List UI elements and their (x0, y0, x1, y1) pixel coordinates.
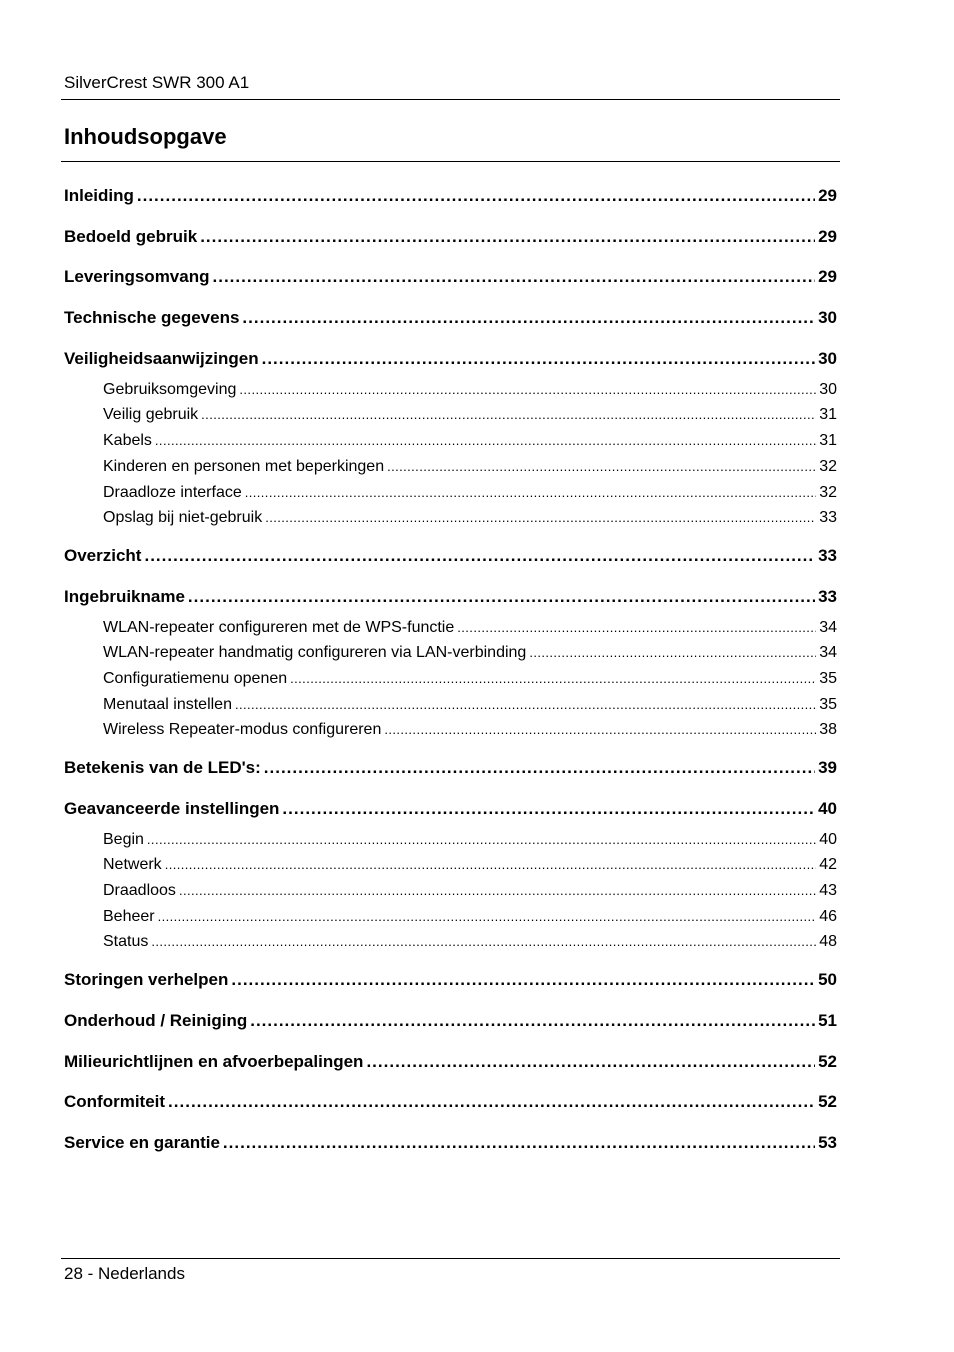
toc-dot-leader (231, 962, 815, 998)
toc-page-number: 29 (818, 267, 837, 287)
toc-page-number: 52 (818, 1092, 837, 1112)
toc-dot-leader (384, 717, 816, 743)
toc-page-number: 29 (818, 226, 837, 246)
toc-entry-title: Kinderen en personen met beperkingen (103, 457, 385, 475)
toc-entry[interactable] (64, 341, 837, 377)
toc-subentry[interactable] (64, 640, 837, 666)
toc-subentry[interactable] (64, 480, 837, 506)
toc-entry-title: Veiligheidsaanwijzingen (64, 348, 259, 368)
toc-subentry[interactable] (64, 615, 837, 641)
toc-subentry[interactable] (64, 454, 837, 480)
toc-dot-leader (290, 666, 816, 692)
toc-entry[interactable] (64, 178, 837, 219)
toc-subentry[interactable] (64, 428, 837, 454)
toc-entry-title: Geavanceerde instellingen (64, 798, 280, 818)
toc-page-number: 33 (818, 586, 837, 606)
toc-page-number: 42 (819, 856, 837, 874)
toc-dot-leader (245, 480, 816, 506)
footer-divider (61, 1258, 840, 1259)
toc-page-number: 30 (818, 348, 837, 368)
toc-dot-leader (151, 929, 816, 955)
toc-page-number: 31 (819, 432, 837, 450)
toc-page-number: 35 (819, 669, 837, 687)
toc-page-number: 50 (818, 970, 837, 990)
toc-entry[interactable] (64, 579, 837, 615)
heading-divider (61, 161, 840, 162)
toc-entry-title: Gebruiksomgeving (103, 380, 237, 398)
toc-entry-title: Opslag bij niet-gebruik (103, 509, 263, 527)
toc-page-number: 30 (819, 380, 837, 398)
toc-dot-leader (250, 1003, 815, 1039)
header-divider (61, 99, 840, 100)
toc-entry-title: Netwerk (103, 856, 162, 874)
toc-dot-leader (529, 640, 816, 666)
toc-dot-leader (242, 300, 815, 336)
document-heading: Inhoudsopgave (64, 124, 227, 149)
toc-page-number: 48 (819, 933, 837, 951)
toc-entry-title: Begin (103, 830, 144, 848)
toc-entry[interactable] (64, 1125, 837, 1166)
toc-dot-leader (239, 377, 816, 403)
toc-entry[interactable] (64, 219, 837, 260)
toc-page-number: 46 (819, 907, 837, 925)
toc-entry-title: Service en garantie (64, 1132, 220, 1152)
page-footer: 28 - Nederlands (64, 1264, 185, 1283)
toc-subentry[interactable] (64, 904, 837, 930)
toc-page-number: 34 (819, 644, 837, 662)
toc-page-number: 52 (818, 1051, 837, 1071)
toc-page-number: 51 (818, 1010, 837, 1030)
toc-page-number: 33 (818, 545, 837, 565)
toc-entry-title: Veilig gebruik (103, 406, 199, 424)
toc-dot-leader (264, 750, 815, 786)
toc-entry[interactable] (64, 259, 837, 300)
toc-page-number: 35 (819, 695, 837, 713)
toc-subentry[interactable] (64, 377, 837, 403)
toc-page-number: 40 (818, 798, 837, 818)
toc-dot-leader (201, 402, 816, 428)
toc-page-number: 40 (819, 830, 837, 848)
toc-entry-title: Onderhoud / Reiniging (64, 1010, 248, 1030)
toc-dot-leader (144, 538, 815, 574)
toc-dot-leader (137, 178, 815, 214)
toc-entry[interactable] (64, 962, 837, 1003)
toc-subentry[interactable] (64, 402, 837, 428)
toc-page-number: 38 (819, 721, 837, 739)
toc-dot-leader (282, 791, 815, 827)
toc-subentry[interactable] (64, 852, 837, 878)
toc-entry[interactable] (64, 1084, 837, 1125)
toc-page-number: 39 (818, 758, 837, 777)
toc-page-number: 30 (818, 308, 837, 328)
toc-entry-title: Storingen verhelpen (64, 970, 229, 990)
toc-dot-leader (457, 615, 816, 641)
toc-subentry[interactable] (64, 505, 837, 538)
toc-subentry[interactable] (64, 929, 837, 962)
toc-entry-title: Kabels (103, 432, 152, 450)
toc-entry[interactable] (64, 1003, 837, 1044)
toc-entry-title: Status (103, 933, 149, 951)
toc-entry-title: Wireless Repeater-modus configureren (103, 721, 382, 739)
toc-dot-leader (265, 505, 816, 531)
toc-entry-title: Bedoeld gebruik (64, 226, 198, 246)
toc-subentry[interactable] (64, 666, 837, 692)
toc-page-number: 32 (819, 457, 837, 475)
table-of-contents (64, 178, 837, 1166)
toc-dot-leader (223, 1125, 815, 1161)
toc-subentry[interactable] (64, 692, 837, 718)
toc-subentry[interactable] (64, 878, 837, 904)
toc-subentry[interactable] (64, 717, 837, 750)
toc-entry-title: Ingebruikname (64, 586, 185, 606)
page-header-title: SilverCrest SWR 300 A1 (64, 73, 250, 92)
toc-subentry[interactable] (64, 827, 837, 853)
toc-entry[interactable] (64, 791, 837, 827)
toc-dot-leader (262, 341, 815, 377)
toc-entry-title: Draadloos (103, 882, 176, 900)
toc-page-number: 34 (819, 618, 837, 636)
toc-entry-title: WLAN-repeater handmatig configureren via LAN-verbinding (103, 644, 527, 662)
toc-dot-leader (200, 219, 815, 255)
toc-page-number: 33 (819, 509, 837, 527)
toc-dot-leader (165, 852, 817, 878)
toc-page-number: 29 (818, 186, 837, 205)
toc-dot-leader (179, 878, 816, 904)
toc-entry[interactable] (64, 750, 837, 791)
toc-dot-leader (147, 827, 816, 853)
toc-entry-title: Conformiteit (64, 1092, 166, 1112)
toc-entry-title: Configuratiemenu openen (103, 669, 288, 687)
toc-entry-title: Betekenis van de LED's: (64, 758, 261, 777)
toc-dot-leader (188, 579, 815, 615)
toc-dot-leader (387, 454, 816, 480)
toc-dot-leader (235, 692, 816, 718)
toc-page-number: 31 (819, 406, 837, 424)
toc-entry[interactable] (64, 538, 837, 579)
toc-entry-title: Milieurichtlijnen en afvoerbepalingen (64, 1051, 364, 1071)
toc-page-number: 32 (819, 483, 837, 501)
toc-dot-leader (158, 904, 817, 930)
toc-entry[interactable] (64, 1044, 837, 1085)
toc-dot-leader (168, 1084, 815, 1120)
toc-entry-title: Inleiding (64, 186, 134, 205)
toc-entry[interactable] (64, 300, 837, 341)
toc-entry-title: Overzicht (64, 545, 142, 565)
toc-page-number: 43 (819, 882, 837, 900)
toc-entry-title: Leveringsomvang (64, 267, 210, 287)
toc-entry-title: Beheer (103, 907, 155, 925)
toc-dot-leader (155, 428, 816, 454)
toc-page-number: 53 (818, 1132, 837, 1152)
toc-entry-title: Draadloze interface (103, 483, 242, 501)
toc-entry-title: Menutaal instellen (103, 695, 232, 713)
toc-entry-title: WLAN-repeater configureren met de WPS-functie (103, 618, 455, 636)
toc-dot-leader (213, 259, 816, 295)
toc-entry-title: Technische gegevens (64, 308, 240, 328)
toc-dot-leader (366, 1044, 815, 1080)
